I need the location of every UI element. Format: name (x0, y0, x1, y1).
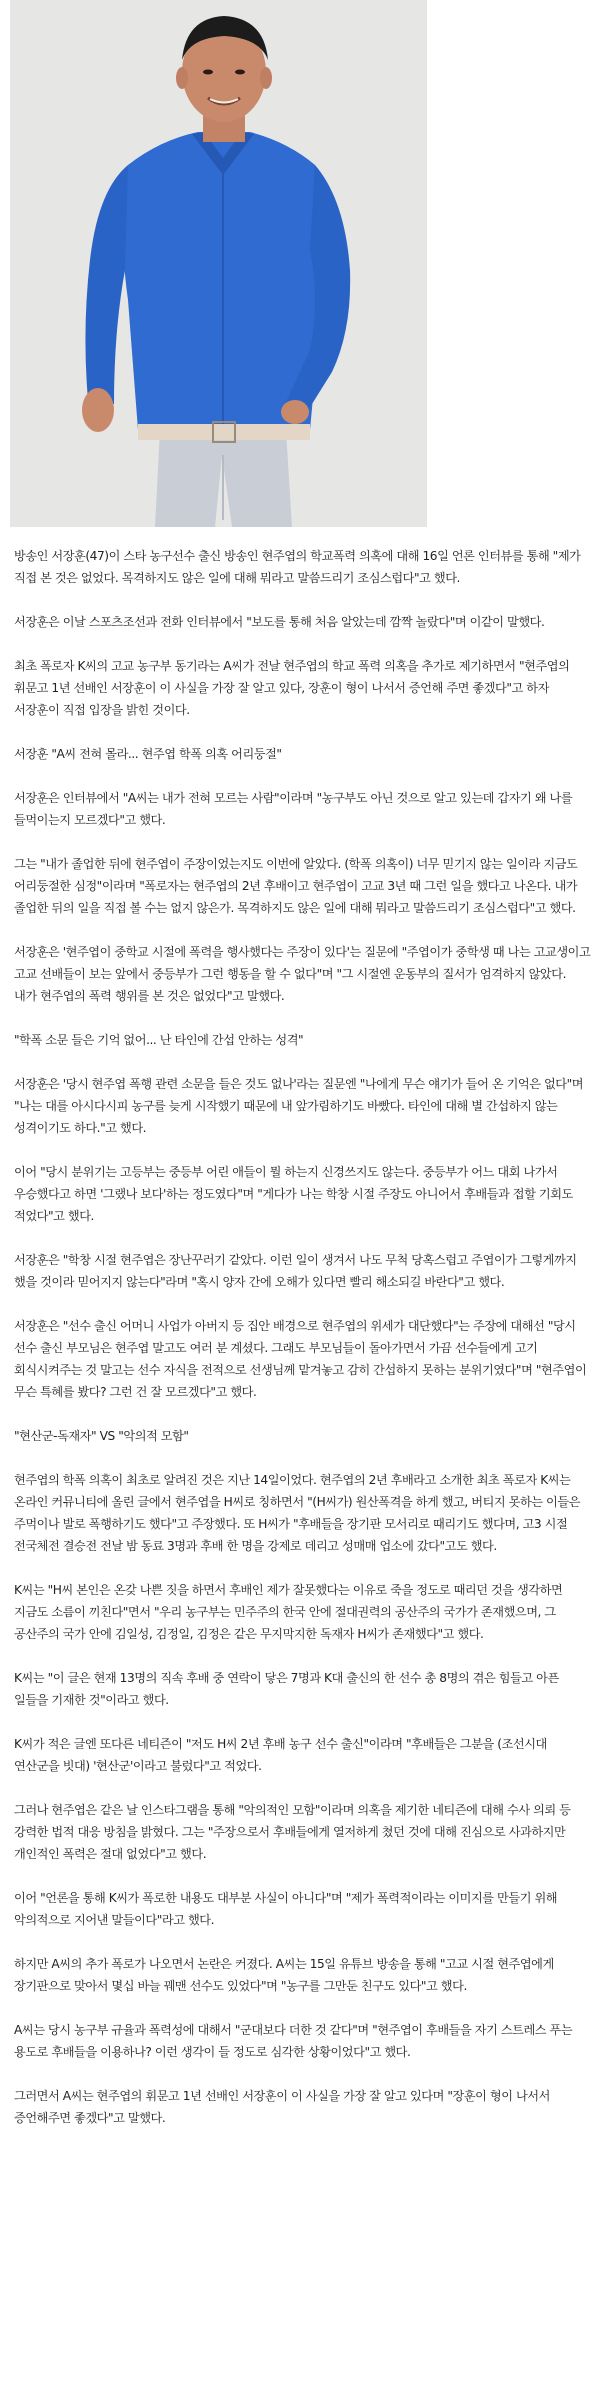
paragraph-18: A씨는 당시 농구부 규율과 폭력성에 대해서 "군대보다 더한 것 같다"며 "현주엽이 후배들을 자기 스트레스 푸는 용도로 후배들을 이용하나? 이런 생각이 들 정도로 심각한 상황이었다"고 했다. (14, 2023, 573, 2059)
paragraph-3: 최초 폭로자 K씨의 고교 농구부 동기라는 A씨가 전날 현주엽의 학교 폭력 의혹을 추가로 제기하면서 "현주엽의 휘문고 1년 선배인 서장훈이 이 사실을 가장 잘 알고 있다, 장훈이 형이 나서서 증언해 주면 좋겠다"고 하자 서장훈이 직접 입장을 밝힌 것이다. (14, 659, 570, 717)
paragraph-19: 그러면서 A씨는 현주엽의 휘문고 1년 선배인 서장훈이 이 사실을 가장 잘 알고 있다며 "장훈이 형이 나서서 증언해주면 좋겠다"고 말했다. (14, 2089, 550, 2125)
article-photo (10, 0, 427, 527)
paragraph-12: K씨는 "H씨 본인은 온갖 나쁜 짓을 하면서 후배인 제가 잘못했다는 이유로 죽을 정도로 때리던 것을 생각하면 지금도 소름이 끼친다"면서 "우리 농구부는 민주주의 한국 안에 절대권력의 공산주의 국가가 존재했으며, 그 공산주의 국가 안에 김일성, 김정일, 김정은 같은 무지막지한 독재자 H씨가 존재했다"고 했다. (14, 1583, 563, 1641)
paragraph-15: 그러나 현주엽은 같은 날 인스타그램을 통해 "악의적인 모함"이라며 의혹을 제기한 네티즌에 대해 수사 의뢰 등 강력한 법적 대응 방침을 밝혔다. 그는 "주장으로서 후배들에게 열저하게 쳤던 것에 대해 진심으로 사과하지만 개인적인 폭력은 절대 없었다"고 했다. (14, 1803, 571, 1861)
paragraph-7: 서장훈은 '당시 현주엽 폭행 관련 소문을 들은 것도 없나'라는 질문엔 "나에게 무슨 얘기가 들어 온 기억은 없다"며 "나는 대를 아시다시피 농구를 늦게 시작했기 때문에 내 앞가림하기도 바빴다. 타인에 대해 별 간섭하지 않는 성격이기도 하다."고 했다. (14, 1077, 584, 1135)
paragraph-9: 서장훈은 "학창 시절 현주엽은 장난꾸러기 같았다. 이런 일이 생겨서 나도 무척 당혹스럽고 주엽이가 그렇게까지 했을 것이라 믿어지지 않는다"라며 "혹시 양자 간에 오해가 있다면 빨리 해소되길 바란다"고 했다. (14, 1253, 577, 1289)
paragraph-4: 서장훈은 인터뷰에서 "A씨는 내가 전혀 모르는 사람"이라며 "농구부도 아닌 것으로 알고 있는데 갑자기 왜 나를 들먹이는지 모르겠다"고 했다. (14, 791, 573, 827)
paragraph-2: 서장훈은 이날 스포츠조선과 전화 인터뷰에서 "보도를 통해 처음 알았는데 깜짝 놀랐다"며 이같이 말했다. (14, 615, 545, 629)
paragraph-5: 그는 "내가 졸업한 뒤에 현주엽이 주장이었는지도 이번에 알았다. (학폭 의혹이) 너무 믿기지 않는 일이라 지금도 어리둥절한 심정"이라며 "폭로자는 현주엽의 2년 후배이고 현주엽이 고교 3년 때 그런 일을 했다고 나온다. 내가 졸업한 뒤의 일을 직접 볼 수는 없지 않은가. 목격하지도 않은 일에 대해 뭐라고 말씀드리기 조심스럽다"고 했다. (14, 857, 578, 915)
subheading-3: "현산군-독재자" VS "악의적 모함" (14, 1429, 189, 1443)
paragraph-13: K씨는 "이 글은 현재 13명의 직속 후배 중 연락이 닿은 7명과 K대 출신의 한 선수 총 8명의 겪은 힘들고 아픈 일들을 기재한 것"이라고 했다. (14, 1671, 559, 1707)
paragraph-11: 현주엽의 학폭 의혹이 최초로 알려진 것은 지난 14일이었다. 현주엽의 2년 후배라고 소개한 최초 폭로자 K씨는 온라인 커뮤니티에 올린 글에서 현주엽을 H씨로 칭하면서 "(H씨가) 원산폭격을 하게 했고, 버티지 못하는 이들은 주먹이나 발로 폭행하기도 했다"고 주장했다. 또 H씨가 "후배들을 장기판 모서리로 때리기도 했다며, 고3 시절 전국체전 결승전 전날 밤 동료 3명과 후배 한 명을 강제로 데리고 성매매 업소에 갔다"고도 했다. (14, 1473, 581, 1553)
paragraph-8: 이어 "당시 분위기는 고등부는 중등부 어린 애들이 뭘 하는지 신경쓰지도 않는다. 중등부가 어느 대회 나가서 우승했다고 하면 '그랬나 보다'하는 정도였다"며 "게다가 나는 학창 시절 주장도 아니어서 후배들과 접할 기회도 적었다"고 했다. (14, 1165, 573, 1223)
article-body (0, 527, 600, 2129)
paragraph-6: 서장훈은 '현주엽이 중학교 시절에 폭력을 행사했다는 주장이 있다'는 질문에 "주엽이가 중학생 때 나는 고교생이고 고교 선배들이 보는 앞에서 중등부가 그런 행동을 할 수 없다"며 "그 시절엔 운동부의 질서가 엄격하지 않았다. 내가 현주엽의 폭력 행위를 본 것은 없었다"고 말했다. (14, 945, 591, 1003)
person-photo-illustration (10, 0, 427, 527)
subheading-2: "학폭 소문 들은 기억 없어... 난 타인에 간섭 안하는 성격" (14, 1033, 304, 1047)
subheading-1: 서장훈 "A씨 전혀 몰라... 현주엽 학폭 의혹 어리둥절" (14, 747, 282, 761)
paragraph-10: 서장훈은 "선수 출신 어머니 사업가 아버지 등 집안 배경으로 현주엽의 위세가 대단했다"는 주장에 대해선 "당시 선수 출신 부모님은 현주엽 말고도 여러 분 계셨다. 그래도 부모님들이 돌아가면서 가끔 선수들에게 고기 회식시켜주는 것 말고는 선수 자식을 전적으로 선생님께 맡겨놓고 감히 간섭하지 못하는 분위기였다"며 "현주엽이 무슨 특혜를 봤다? 그런 건 잘 모르겠다"고 했다. (14, 1319, 587, 1399)
paragraph-16: 이어 "언론을 통해 K씨가 폭로한 내용도 대부분 사실이 아니다"며 "제가 폭력적이라는 이미지를 만들기 위해 악의적으로 지어낸 말들이다"라고 했다. (14, 1891, 558, 1927)
paragraph-1: 방송인 서장훈(47)이 스타 농구선수 출신 방송인 현주엽의 학교폭력 의혹에 대해 16일 언론 인터뷰를 통해 "제가 직접 본 것은 없었다. 목격하지도 않은 일에 대해 뭐라고 말씀드리기 조심스럽다"고 했다. (14, 549, 581, 585)
paragraph-17: 하지만 A씨의 추가 폭로가 나오면서 논란은 커졌다. A씨는 15일 유튜브 방송을 통해 "고교 시절 현주엽에게 장기판으로 맞아서 몇십 바늘 꿰맨 선수도 있었다"며 "농구를 그만둔 친구도 있다"고 했다. (14, 1957, 554, 1993)
paragraph-14: K씨가 적은 글엔 또다른 네티즌이 "저도 H씨 2년 후배 농구 선수 출신"이라며 "후배들은 그분을 (조선시대 연산군을 빗대) '현산군'이라고 불렀다"고 적었다. (14, 1737, 547, 1773)
